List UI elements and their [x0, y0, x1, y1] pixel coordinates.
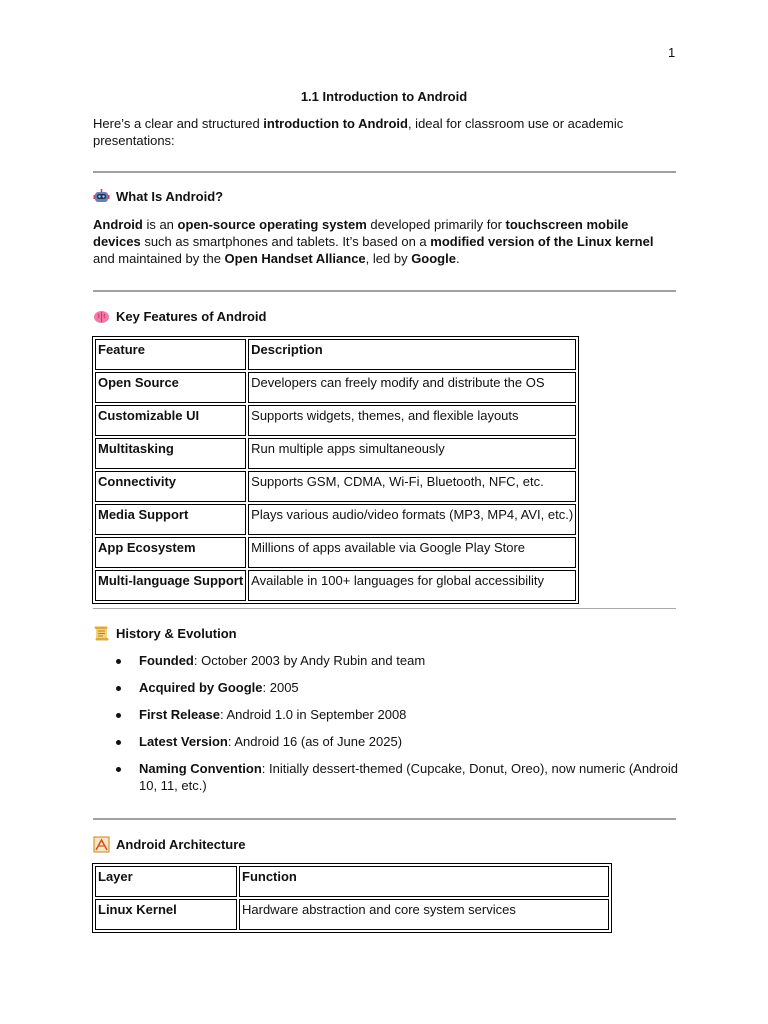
page-title: 1.1 Introduction to Android [300, 89, 468, 104]
table-header-row [95, 339, 576, 370]
feature-cell: Open Source [95, 372, 246, 403]
table-row [95, 537, 576, 568]
brain-icon [93, 308, 110, 325]
emphasis-text: Google [411, 251, 456, 266]
list-item [93, 706, 683, 723]
table-header-row [95, 866, 609, 897]
table-row [95, 372, 576, 403]
divider [93, 171, 676, 173]
table-row [95, 899, 609, 930]
body-text: such as smartphones and tablets. It’s based on a [140, 234, 431, 249]
emphasis-text: Android [93, 217, 143, 232]
features-table-body [95, 339, 576, 601]
feature-cell: Multitasking [95, 438, 246, 469]
section-heading-architecture [93, 836, 246, 853]
feature-cell: Media Support [95, 504, 246, 535]
body-text: is an [142, 217, 178, 232]
description-cell: Developers can freely modify and distribute the OS [248, 372, 576, 403]
list-item-text: : Android 1.0 in September 2008 [219, 707, 407, 722]
intro-suffix: , ideal for classroom use or academic presentations: [93, 116, 624, 148]
layer-cell: Linux Kernel [95, 899, 237, 930]
table-row [95, 570, 576, 601]
description-cell: Supports widgets, themes, and flexible layouts [248, 405, 576, 436]
description-cell: Plays various audio/video formats (MP3, MP4, AVI, etc.) [248, 504, 576, 535]
list-item [93, 679, 683, 696]
table-row [95, 504, 576, 535]
function-cell: Hardware abstraction and core system services [239, 899, 609, 930]
list-item-text: : 2005 [262, 680, 299, 695]
divider [93, 608, 676, 609]
description-cell: Available in 100+ languages for global accessibility [248, 570, 576, 601]
feature-cell: App Ecosystem [95, 537, 246, 568]
body-text: and maintained by the [93, 251, 225, 266]
feature-cell: Customizable UI [95, 405, 246, 436]
list-item [93, 652, 683, 669]
table-row [95, 405, 576, 436]
section-heading-features [93, 308, 266, 325]
list-item-label: Latest Version [139, 734, 228, 749]
architecture-table-body [95, 866, 609, 930]
list-item [93, 733, 683, 750]
emphasis-text: Open Handset Alliance [224, 251, 366, 266]
section-title: Android Architecture [116, 837, 246, 852]
list-item-text: : Android 16 (as of June 2025) [227, 734, 403, 749]
list-item [93, 760, 683, 794]
architecture-icon [93, 836, 110, 853]
feature-cell: Multi-language Support [95, 570, 246, 601]
list-item-text: : Initially dessert-themed (Cupcake, Donut, Oreo), now numeric (Android 10, 11, etc.) [139, 761, 678, 793]
header-cell-feature: Feature [95, 339, 246, 370]
section-title: What Is Android? [116, 189, 224, 204]
body-text: , led by [365, 251, 412, 266]
intro-bold: introduction to Android [263, 116, 408, 131]
description-cell: Run multiple apps simultaneously [248, 438, 576, 469]
page-number: 1 [668, 45, 676, 60]
list-item-label: First Release [139, 707, 220, 722]
list-item-label: Acquired by Google [139, 680, 263, 695]
intro-prefix: Here’s a clear and structured [93, 116, 264, 131]
architecture-table [92, 863, 612, 933]
description-cell: Millions of apps available via Google Play Store [248, 537, 576, 568]
divider [93, 290, 676, 292]
table-row [95, 471, 576, 502]
list-item-label: Founded [139, 653, 194, 668]
table-row [95, 438, 576, 469]
section-title: Key Features of Android [116, 309, 267, 324]
body-text: . [455, 251, 460, 266]
section-title: History & Evolution [116, 626, 237, 641]
emphasis-text: touchscreen mobile devices [93, 217, 629, 249]
intro-paragraph [93, 115, 678, 149]
list-item-label: Naming Convention [139, 761, 262, 776]
list-item-text: : October 2003 by Andy Rubin and team [193, 653, 426, 668]
section-heading-what-is [93, 188, 223, 205]
description-cell: Supports GSM, CDMA, Wi-Fi, Bluetooth, NFC, etc. [248, 471, 576, 502]
features-table [92, 336, 579, 604]
header-cell-layer: Layer [95, 866, 237, 897]
feature-cell: Connectivity [95, 471, 246, 502]
robot-icon [93, 188, 110, 205]
header-cell-description: Description [248, 339, 576, 370]
header-cell-function: Function [239, 866, 609, 897]
divider [93, 818, 676, 820]
emphasis-text: open-source operating system [177, 217, 367, 232]
section-heading-history [93, 625, 237, 642]
emphasis-text: modified version of the Linux kernel [430, 234, 654, 249]
body-text: developed primarily for [366, 217, 506, 232]
history-list [93, 652, 683, 804]
scroll-icon [93, 625, 110, 642]
what-is-paragraph [93, 216, 678, 267]
